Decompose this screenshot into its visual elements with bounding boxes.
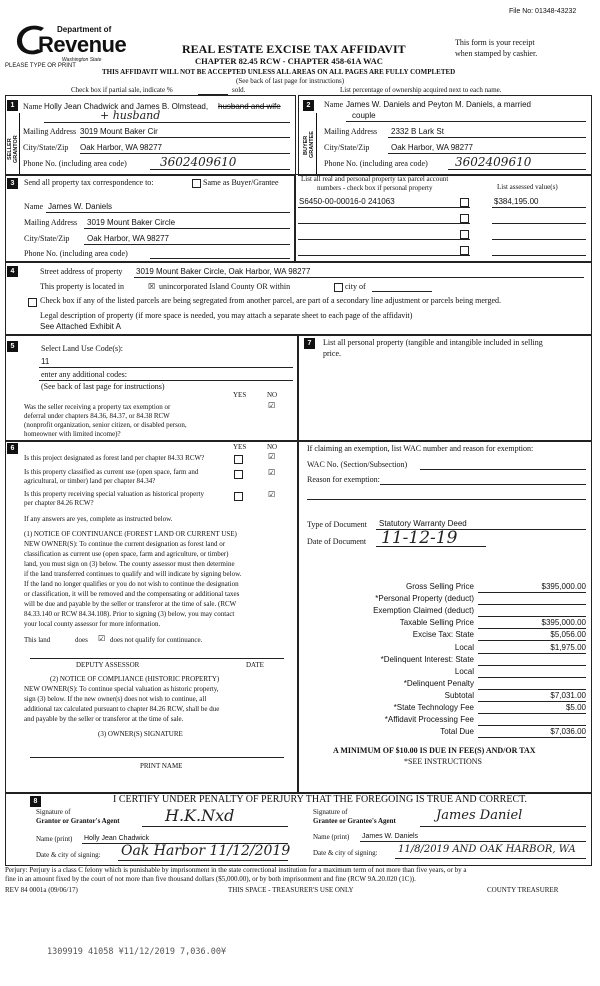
buyer-city[interactable]: Oak Harbor, WA 98277 bbox=[391, 143, 473, 152]
personal-property-section bbox=[297, 334, 592, 442]
tax-row-underline bbox=[478, 725, 586, 726]
tax-row-underline bbox=[478, 677, 586, 678]
tax-row-label: Total Due bbox=[440, 727, 474, 737]
form-title: REAL ESTATE EXCISE TAX AFFIDAVIT bbox=[182, 42, 406, 56]
parcel-number[interactable]: S6450-00-00016-0 241063 bbox=[299, 197, 395, 206]
seller-mailing-address[interactable]: 3019 Mount Baker Cir bbox=[80, 127, 158, 136]
tax-corr-address[interactable]: 3019 Mount Baker Circle bbox=[87, 218, 176, 227]
document-type[interactable]: Statutory Warranty Deed bbox=[379, 519, 467, 528]
tax-corr-name[interactable]: James W. Daniels bbox=[48, 202, 113, 211]
personal-prop-checkbox-2[interactable] bbox=[460, 214, 469, 223]
see-back-note: (See back of last page for instructions) bbox=[236, 77, 345, 85]
perjury-note: Perjury: Perjury is a class C felony which is punishable by imprisonment in the state correctional institution for a maximum term of not more than five years, or by a bbox=[5, 866, 467, 874]
buyer-mailing-address[interactable]: 2332 B Lark St bbox=[391, 127, 444, 136]
tax-row-value[interactable]: $5.00 bbox=[565, 703, 586, 712]
exemption-no-checkbox[interactable]: ☑ bbox=[268, 401, 276, 410]
tax-row-value[interactable]: $395,000.00 bbox=[541, 618, 586, 628]
assessed-value[interactable]: $384,195.00 bbox=[494, 197, 539, 206]
historic-yes-checkbox[interactable] bbox=[234, 492, 243, 501]
current-use-yes-checkbox[interactable] bbox=[234, 470, 243, 479]
unincorporated-checkbox[interactable]: ☒ bbox=[148, 282, 156, 291]
current-use-no-checkbox[interactable]: ☑ bbox=[268, 468, 276, 477]
buyer-phone[interactable]: 3602409610 bbox=[455, 155, 532, 169]
receipt-note: This form is your receipt bbox=[455, 38, 535, 47]
ownership-note: List percentage of ownership acquired next to each name. bbox=[340, 86, 502, 94]
same-as-buyer-checkbox[interactable] bbox=[192, 179, 201, 188]
land-use-code[interactable]: 11 bbox=[41, 357, 50, 366]
segregated-checkbox[interactable] bbox=[28, 298, 37, 307]
notice-compliance-title: (2) NOTICE OF COMPLIANCE (HISTORIC PROPERTY) bbox=[50, 675, 220, 683]
historic-no-checkbox[interactable]: ☑ bbox=[268, 490, 276, 499]
forest-yes-checkbox[interactable] bbox=[234, 455, 243, 464]
notice-continuance-title: (1) NOTICE OF CONTINUANCE (FOREST LAND OR CURRENT USE) bbox=[24, 530, 237, 538]
document-date[interactable]: 11-12-19 bbox=[381, 528, 458, 548]
tax-row-value[interactable]: $395,000.00 bbox=[541, 582, 586, 591]
tax-row-label: *State Technology Fee bbox=[393, 703, 474, 712]
tax-row-value[interactable]: $7,036.00 bbox=[550, 727, 586, 737]
tax-row-label: Local bbox=[454, 666, 474, 676]
grantee-print-name[interactable]: James W. Daniels bbox=[362, 833, 419, 840]
personal-prop-checkbox-4[interactable] bbox=[460, 246, 469, 255]
seller-city[interactable]: Oak Harbor, WA 98277 bbox=[80, 143, 162, 152]
grantee-date-city[interactable]: 11/8/2019 AND OAK HARBOR, WA bbox=[398, 844, 576, 855]
form-revision: REV 84 0001a (09/06/17) bbox=[5, 886, 78, 894]
grantor-signature[interactable]: H.K.Nxd bbox=[165, 806, 235, 825]
tax-row-label: *Affidavit Processing Fee bbox=[384, 715, 474, 725]
tax-row-underline bbox=[478, 701, 586, 702]
tax-row-value[interactable]: $7,031.00 bbox=[550, 690, 586, 700]
tax-row-underline bbox=[478, 616, 586, 617]
receipt-note-2: when stamped by cashier. bbox=[455, 49, 538, 58]
minimum-fee-note: A MINIMUM OF $10.00 IS DUE IN FEE(S) AND/OR TAX bbox=[333, 746, 536, 755]
personal-prop-checkbox-1[interactable] bbox=[460, 198, 469, 207]
partial-sale-label: Check box if partial sale, indicate % bbox=[71, 86, 173, 94]
buyer-name-2: couple bbox=[352, 111, 376, 120]
file-number: File No: 01348-43232 bbox=[509, 8, 577, 15]
buyer-name[interactable]: James W. Daniels and Peyton M. Daniels, a married bbox=[346, 100, 531, 109]
tax-row-label: *Personal Property (deduct) bbox=[375, 594, 474, 604]
seller-name-handwritten: + husband bbox=[100, 109, 161, 122]
tax-row-label: Exemption Claimed (deduct) bbox=[373, 606, 474, 616]
seller-phone[interactable]: 3602409610 bbox=[160, 155, 237, 169]
personal-prop-checkbox-3[interactable] bbox=[460, 230, 469, 239]
tax-corr-city[interactable]: Oak Harbor, WA 98277 bbox=[87, 234, 169, 243]
tax-row-underline bbox=[478, 713, 586, 714]
tax-row-label: Gross Selling Price bbox=[405, 582, 474, 591]
does-not-qualify-checkbox[interactable]: ☑ bbox=[98, 634, 106, 643]
segregated-text: Check box if any of the listed parcels are being segregated from another parcel, are part of a secondary line adjustment or parcels being merged. bbox=[40, 296, 501, 305]
tax-row-underline bbox=[478, 592, 586, 593]
tax-row-underline bbox=[478, 737, 586, 738]
tax-row-underline bbox=[478, 665, 586, 666]
tax-row-value[interactable]: $1,975.00 bbox=[550, 642, 586, 652]
city-checkbox[interactable] bbox=[334, 283, 343, 292]
warning-text: THIS AFFIDAVIT WILL NOT BE ACCEPTED UNLESS ALL AREAS ON ALL PAGES ARE FULLY COMPLETED bbox=[102, 68, 456, 76]
tax-row-label: Local bbox=[454, 642, 474, 652]
tax-row-label: Taxable Selling Price bbox=[399, 618, 474, 628]
property-street-address[interactable]: 3019 Mount Baker Circle, Oak Harbor, WA 98277 bbox=[136, 267, 311, 276]
grantee-signature[interactable]: James Daniel bbox=[436, 808, 523, 823]
form-subtitle: CHAPTER 82.45 RCW - CHAPTER 458-61A WAC bbox=[195, 56, 383, 66]
tax-row-label: *Delinquent Interest: State bbox=[380, 654, 474, 664]
tax-row-label: Excise Tax: State bbox=[412, 630, 474, 640]
grantor-date-city[interactable]: Oak Harbor 11/12/2019 bbox=[121, 843, 291, 859]
forest-no-checkbox[interactable]: ☑ bbox=[268, 452, 276, 461]
grantor-print-name[interactable]: Holly Jean Chadwick bbox=[84, 835, 149, 842]
seller-name[interactable]: Holly Jean Chadwick and James B. Olmstead, bbox=[44, 102, 209, 111]
tax-row-underline bbox=[478, 628, 586, 629]
tax-row-value[interactable]: $5,056.00 bbox=[550, 630, 586, 640]
tax-row-underline bbox=[478, 604, 586, 605]
certify-statement: I CERTIFY UNDER PENALTY OF PERJURY THAT THE FOREGOING IS TRUE AND CORRECT. bbox=[113, 794, 527, 805]
please-type: PLEASE TYPE OR PRINT bbox=[5, 63, 76, 69]
tax-row-label: Subtotal bbox=[444, 690, 474, 700]
treasurer-stamp: 1309919 41058 ¥11/12/2019 7,036.00¥ bbox=[47, 947, 227, 957]
seller-name-struck: husband and wife bbox=[218, 102, 281, 111]
tax-row-label: *Delinquent Penalty bbox=[403, 678, 474, 688]
tax-row-underline bbox=[478, 689, 586, 690]
tax-row-underline bbox=[478, 640, 586, 641]
legal-description[interactable]: See Attached Exhibit A bbox=[40, 322, 121, 331]
tax-row-underline bbox=[478, 653, 586, 654]
